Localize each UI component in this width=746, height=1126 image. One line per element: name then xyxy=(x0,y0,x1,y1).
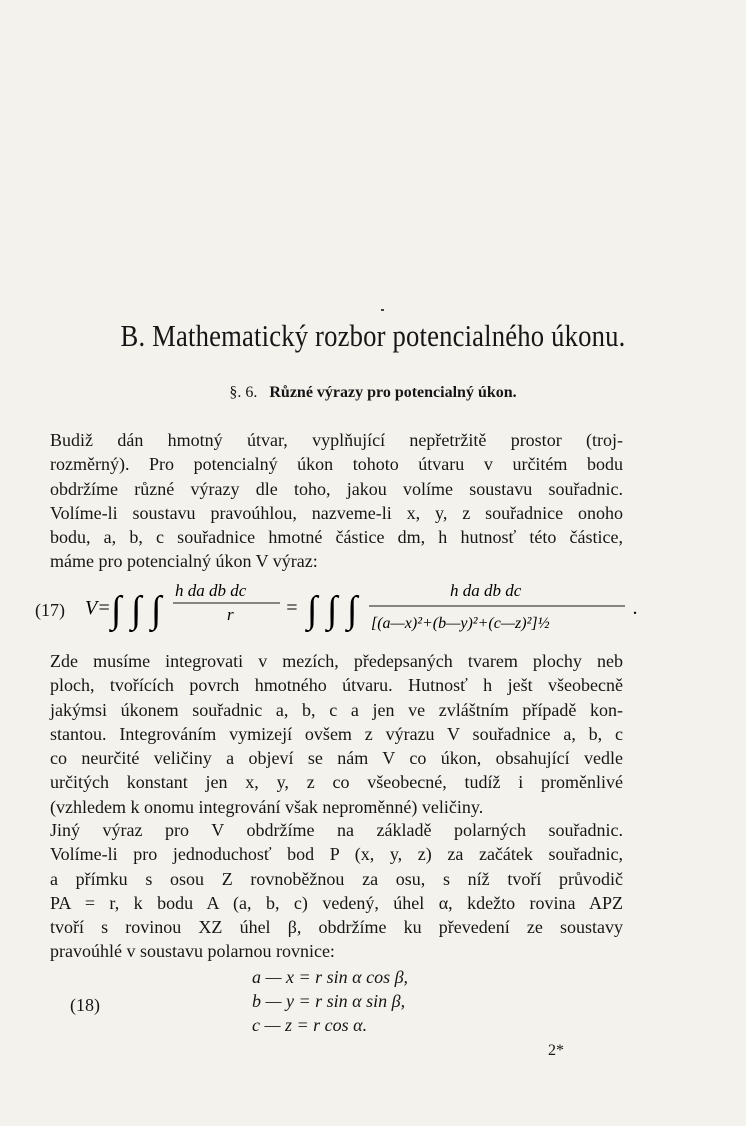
paragraph-3 xyxy=(50,818,623,964)
equation-row: b — y = r sin α sin β, xyxy=(252,991,406,1011)
equation-lhs: V= xyxy=(85,597,111,619)
text-line: jakýmsi úkonem souřadnic a, b, c a jen ve zvláštním případě kon- xyxy=(50,699,623,720)
decorative-dot xyxy=(381,309,384,311)
text-line: pravoúhlé v soustavu polarnou rovnice: xyxy=(50,941,335,962)
text-line: PA = r, k bodu A (a, b, c) vedený, úhel α, kdežto rovina APZ xyxy=(50,892,623,913)
text-line: Budiž dán hmotný útvar, vyplňující nepřetržitě prostor (troj- xyxy=(50,430,623,450)
triple-integral-2 xyxy=(305,589,360,633)
text-line: Volíme-li soustavu pravoúhlou, nazveme-li x, y, z souřadnice onoho xyxy=(50,502,623,523)
text-line: Volíme-li pro jednoduchosť bod P (x, y, z) za začátek souřadnic, xyxy=(50,844,623,865)
fraction-1-numerator: h da db dc xyxy=(175,581,247,600)
text-line: a přímku s osou Z rovnoběžnou za osu, s níž tvoří průvodič xyxy=(50,868,623,889)
svg-text:∫: ∫ xyxy=(111,589,122,631)
equation-17 xyxy=(30,578,650,638)
text-line: co neurčité veličiny a objeví se nám V co úkon, obsahující vedle xyxy=(50,748,623,769)
svg-text:∫: ∫ xyxy=(151,589,162,631)
svg-text:∫: ∫ xyxy=(131,589,142,631)
fraction-2-denominator: [(a—x)²+(b—y)²+(c—z)²]½ xyxy=(371,615,550,632)
text-line: stantou. Integrováním vymizejí ovšem z výrazu V souřadnice a, b, c xyxy=(50,723,623,744)
equation-18-rows xyxy=(252,965,408,1037)
text-line: máme pro potencialný úkon V výraz: xyxy=(50,551,318,572)
paragraph-2 xyxy=(50,649,623,819)
text-line: tvoří s rovinou XZ úhel β, obdržíme ku převedení ze soustavy xyxy=(50,917,623,938)
text-line: (vzhledem k onomu integrování však neproměnné) veličiny. xyxy=(50,796,484,817)
svg-text:∫: ∫ xyxy=(327,589,338,631)
text-line: ploch, tvořících povrch hmotného útvaru. Hutnosť h ješt všeobecně xyxy=(50,675,623,696)
triple-integral-1 xyxy=(109,589,164,633)
equation-number: (18) xyxy=(70,995,100,1015)
paragraph-1 xyxy=(50,428,623,574)
equation-row: a — x = r sin α cos β, xyxy=(252,967,409,987)
equation-row: c — z = r cos α. xyxy=(252,1015,368,1035)
equation-17-formula xyxy=(85,578,655,638)
fraction-1-denominator: r xyxy=(227,605,234,624)
text-line: obdržíme různé výrazy dle toho, jakou volíme soustavu souřadnic. xyxy=(50,478,623,499)
section-title: Různé výrazy pro potencialný úkon. xyxy=(269,384,517,401)
equation-period: . xyxy=(633,597,638,619)
fraction-2-numerator: h da db dc xyxy=(450,581,522,600)
text-line: bodu, a, b, c souřadnice hmotné částice dm, h hutnosť této částice, xyxy=(50,527,623,548)
svg-text:∫: ∫ xyxy=(347,589,358,631)
page-number: 2* xyxy=(548,1042,564,1059)
chapter-heading: B. Mathematický rozbor potencialného úkonu. xyxy=(120,318,626,353)
text-line: Jiný výraz pro V obdržíme na základě polarných souřadnic. xyxy=(50,820,623,840)
text-line: Zde musíme integrovati v mezích, předepsaných tvarem plochy neb xyxy=(50,651,623,671)
section-number: §. 6. xyxy=(229,384,258,401)
section-heading xyxy=(0,384,746,402)
svg-text:∫: ∫ xyxy=(307,589,318,631)
text-line: určitých konstant jen x, y, z co všeobecné, tudíž i proměnlivé xyxy=(50,772,623,793)
equation-18 xyxy=(70,965,490,1040)
equals-sign: = xyxy=(285,597,299,619)
text-line: rozměrný). Pro potencialný úkon tohoto útvaru v určitém bodu xyxy=(50,454,623,475)
equation-number: (17) xyxy=(35,600,65,620)
